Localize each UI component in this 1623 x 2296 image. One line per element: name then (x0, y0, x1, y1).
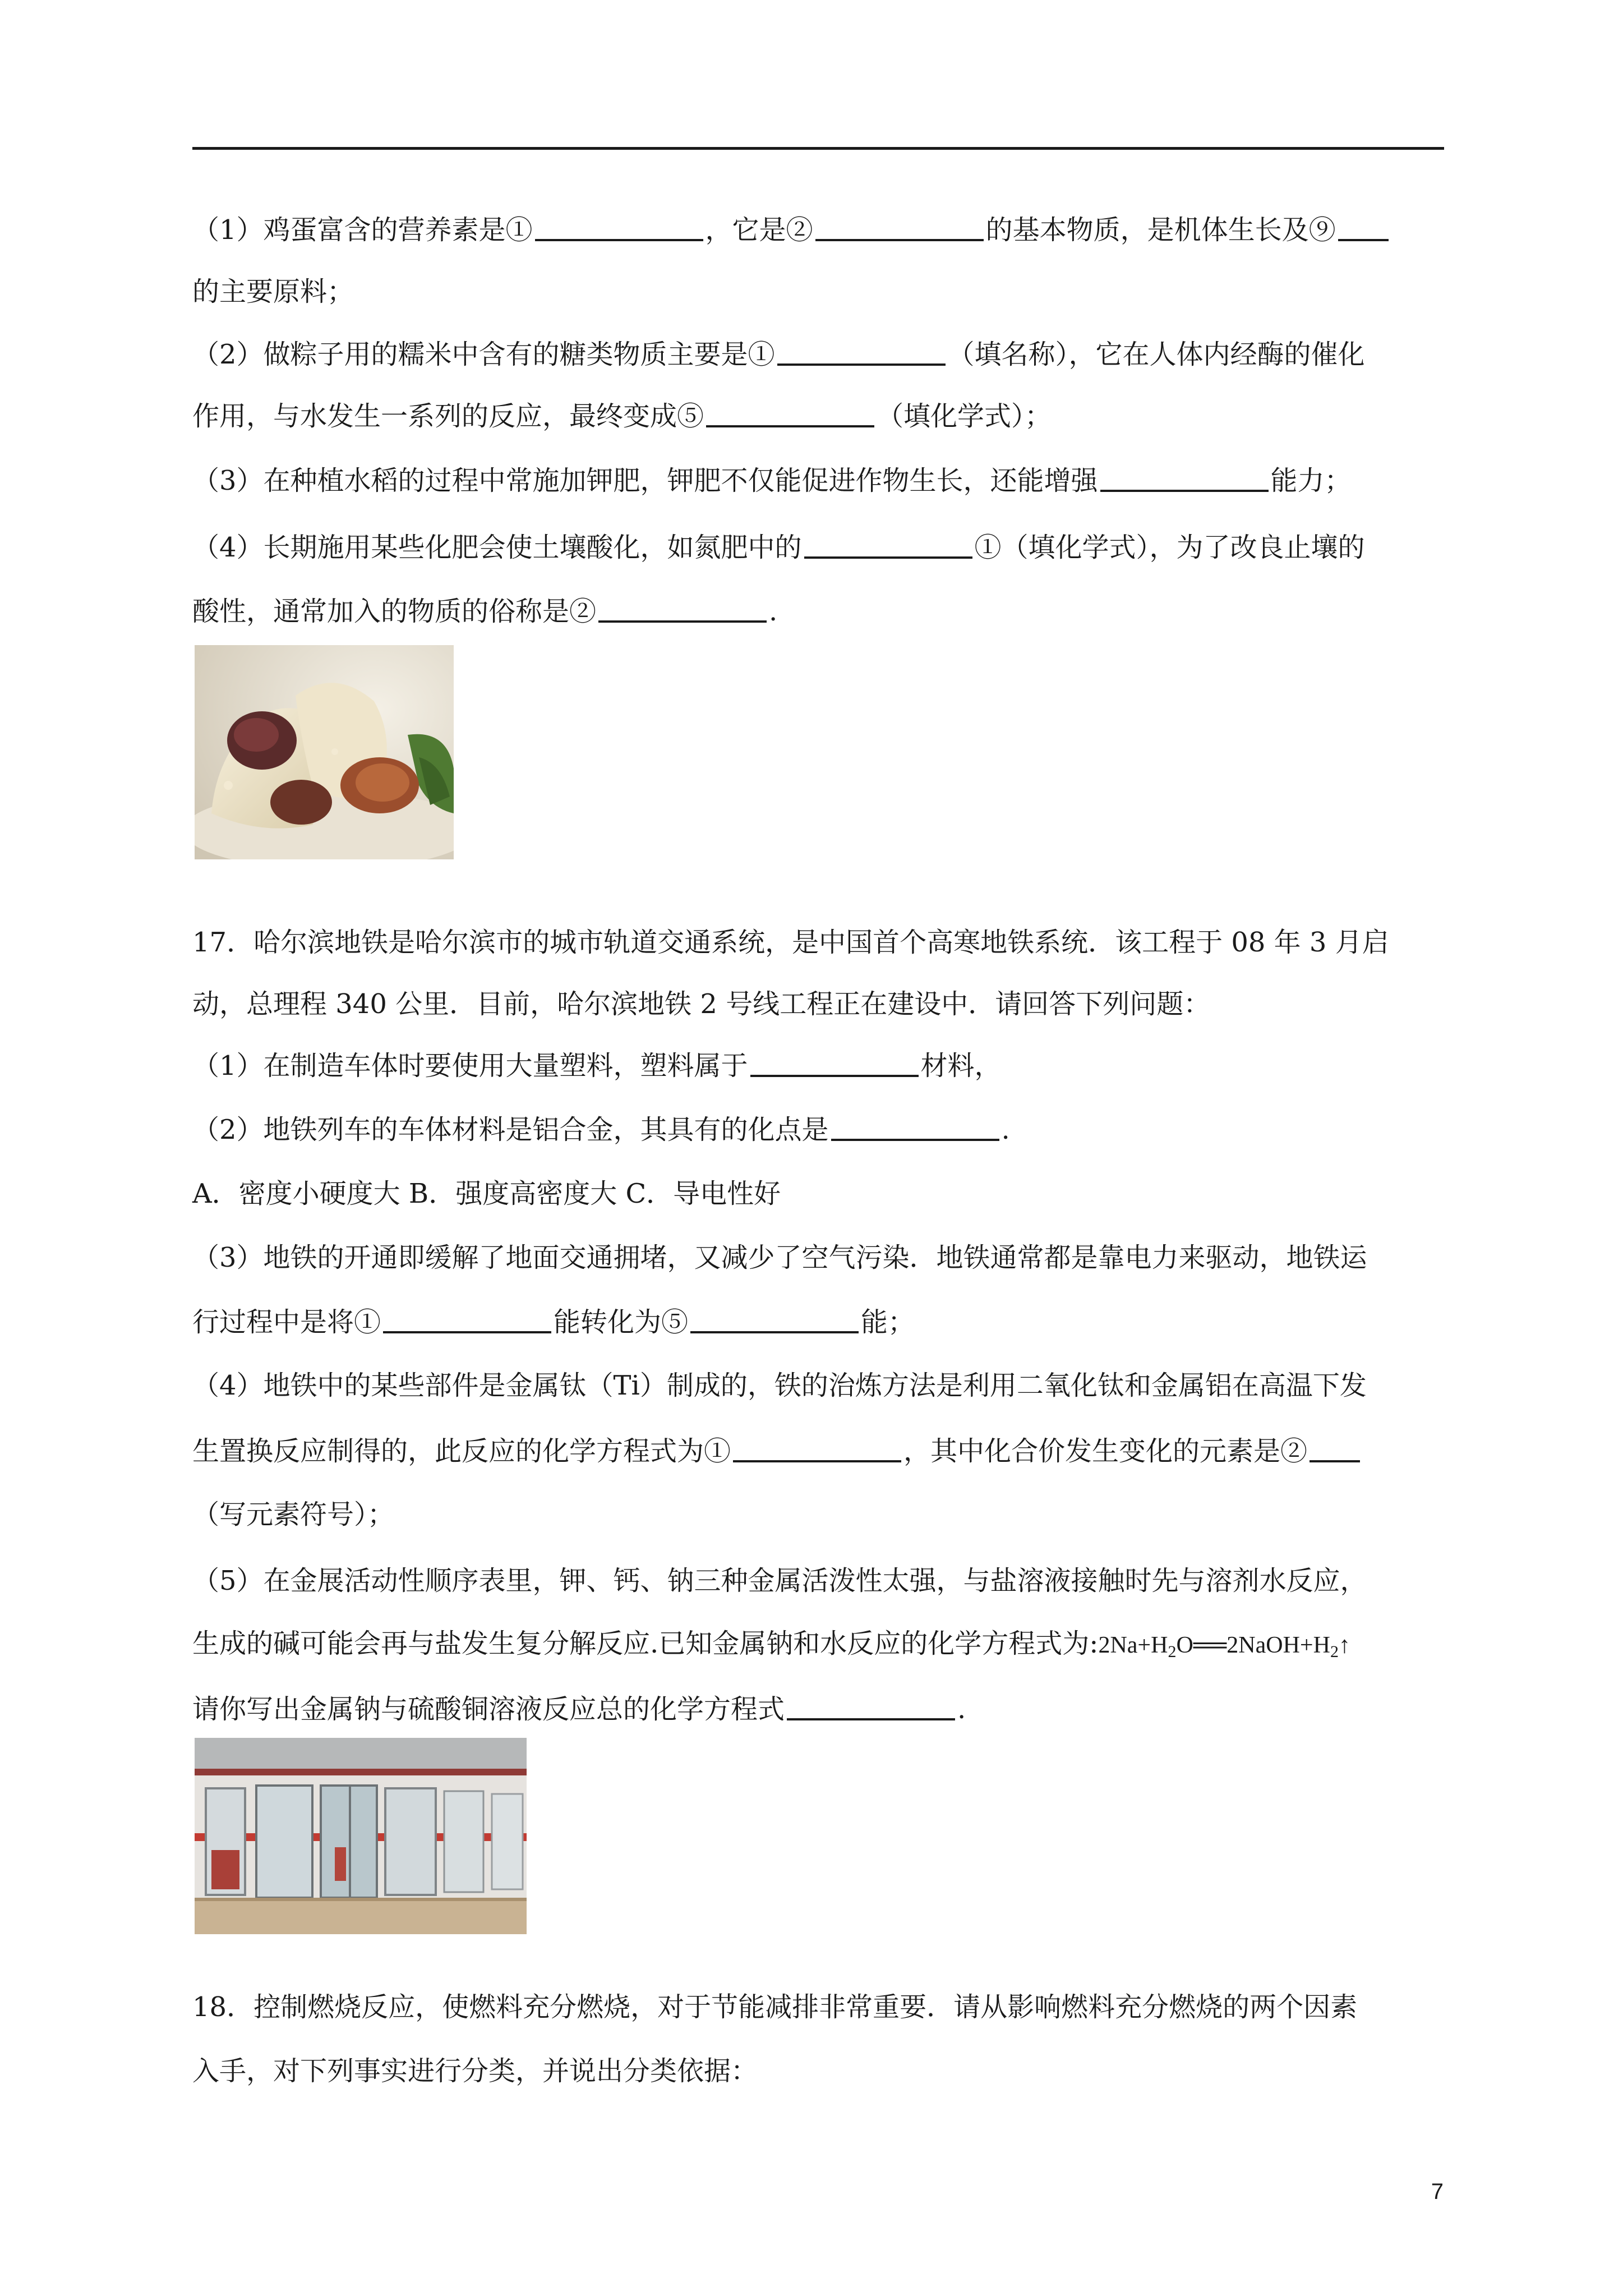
answer-blank[interactable] (706, 401, 874, 427)
q17-options: A．密度小硬度大 B．强度高密度大 C．导电性好 (192, 1178, 781, 1209)
q18-line1: 18．控制燃烧反应，使燃料充分燃烧，对于节能减排非常重要．请从影响燃料充分燃烧的两个因素 (192, 1991, 1358, 2023)
answer-blank[interactable] (690, 1306, 859, 1333)
answer-blank[interactable] (1100, 465, 1269, 492)
header-rule (192, 147, 1444, 150)
q16-part3: （3）在种植水稻的过程中常施加钾肥，钾肥不仅能促进作物生长，还能增强 能力； (192, 465, 1352, 496)
q17-part3: （3）地铁的开通即缓解了地面交通拥堵，又减少了空气污染．地铁通常都是靠电力来驱动，地铁运 (192, 1242, 1367, 1273)
answer-blank[interactable] (535, 214, 703, 241)
q17-part1: （1）在制造车体时要使用大量塑料，塑料属于 材料， (192, 1050, 1002, 1082)
q16-part2-cont: 作用，与水发生一系列的反应，最终变成⑤ （填化学式）； (192, 401, 1052, 432)
q17-part5: （5）在金展活动性顺序表里，钾、钙、钠三种金属活泼性太强，与盐溶液接触时先与溶剂水反应， (192, 1565, 1367, 1596)
subway-platform-photo (195, 1738, 527, 1934)
answer-blank[interactable] (787, 1694, 955, 1720)
q17-part4-note: （写元素符号）； (192, 1499, 395, 1530)
answer-blank[interactable] (815, 214, 984, 241)
q16-part1: （1）鸡蛋富含的营养素是① ，它是② 的基本物质，是机体生长及⑨ (192, 213, 1449, 247)
q17-part3-cont: 行过程中是将① 能转化为⑤ 能； (192, 1306, 915, 1338)
q17-part2: （2）地铁列车的车体材料是铝合金，其具有的化点是 . (192, 1114, 1010, 1145)
page-number: 7 (1431, 2179, 1444, 2204)
answer-blank[interactable] (598, 596, 767, 623)
zongzi-photo (195, 645, 454, 859)
answer-blank[interactable] (1310, 1435, 1360, 1462)
q17-intro-line1: 17．哈尔滨地铁是哈尔滨市的城市轨道交通系统，是中国首个高寒地铁系统．该工程于 08 年 3 月启 (192, 927, 1389, 958)
answer-blank[interactable] (383, 1306, 551, 1333)
answer-blank[interactable] (1338, 214, 1389, 241)
sodium-water-equation: $2Na+H_2O══2NaOH+H_2↑$ (1098, 1632, 1350, 1661)
q17-intro-line2: 动，总理程 340 公里．目前，哈尔滨地铁 2 号线工程正在建设中．请回答下列问题： (192, 988, 1211, 1020)
answer-blank[interactable] (804, 532, 972, 559)
q16-part1-cont: 的主要原料； (192, 276, 354, 307)
q17-part4-cont: 生置换反应制得的，此反应的化学方程式为① ，其中化合价发生变化的元素是② (192, 1434, 1449, 1468)
q17-part5-cont: 生成的碱可能会再与盐发生复分解反应.已知金属钠和水反应的化学方程式为$:2Na+H_2O══2NaOH+H_2↑$ (192, 1628, 1350, 1661)
q16-part2: （2）做粽子用的糯米中含有的糖类物质主要是① （填名称），它在人体内经酶的催化 (192, 339, 1365, 370)
q17-part5-question: 请你写出金属钠与硫酸铜溶液反应总的化学方程式 . (192, 1694, 966, 1725)
q16-part4: （4）长期施用某些化肥会使土壤酸化，如氮肥中的 ①（填化学式），为了改良止壤的 (192, 532, 1365, 563)
answer-blank[interactable] (750, 1050, 919, 1077)
answer-blank[interactable] (777, 339, 946, 366)
answer-blank[interactable] (831, 1114, 999, 1141)
q17-part4: （4）地铁中的某些部件是金属钛（Ti）制成的，铁的治炼方法是利用二氧化钛和金属铝在高温下发 (192, 1370, 1367, 1401)
q16-part4-cont: 酸性，通常加入的物质的俗称是② . (192, 596, 778, 627)
answer-blank[interactable] (733, 1435, 901, 1462)
q18-line2: 入手，对下列事实进行分类，并说出分类依据： (192, 2055, 758, 2087)
